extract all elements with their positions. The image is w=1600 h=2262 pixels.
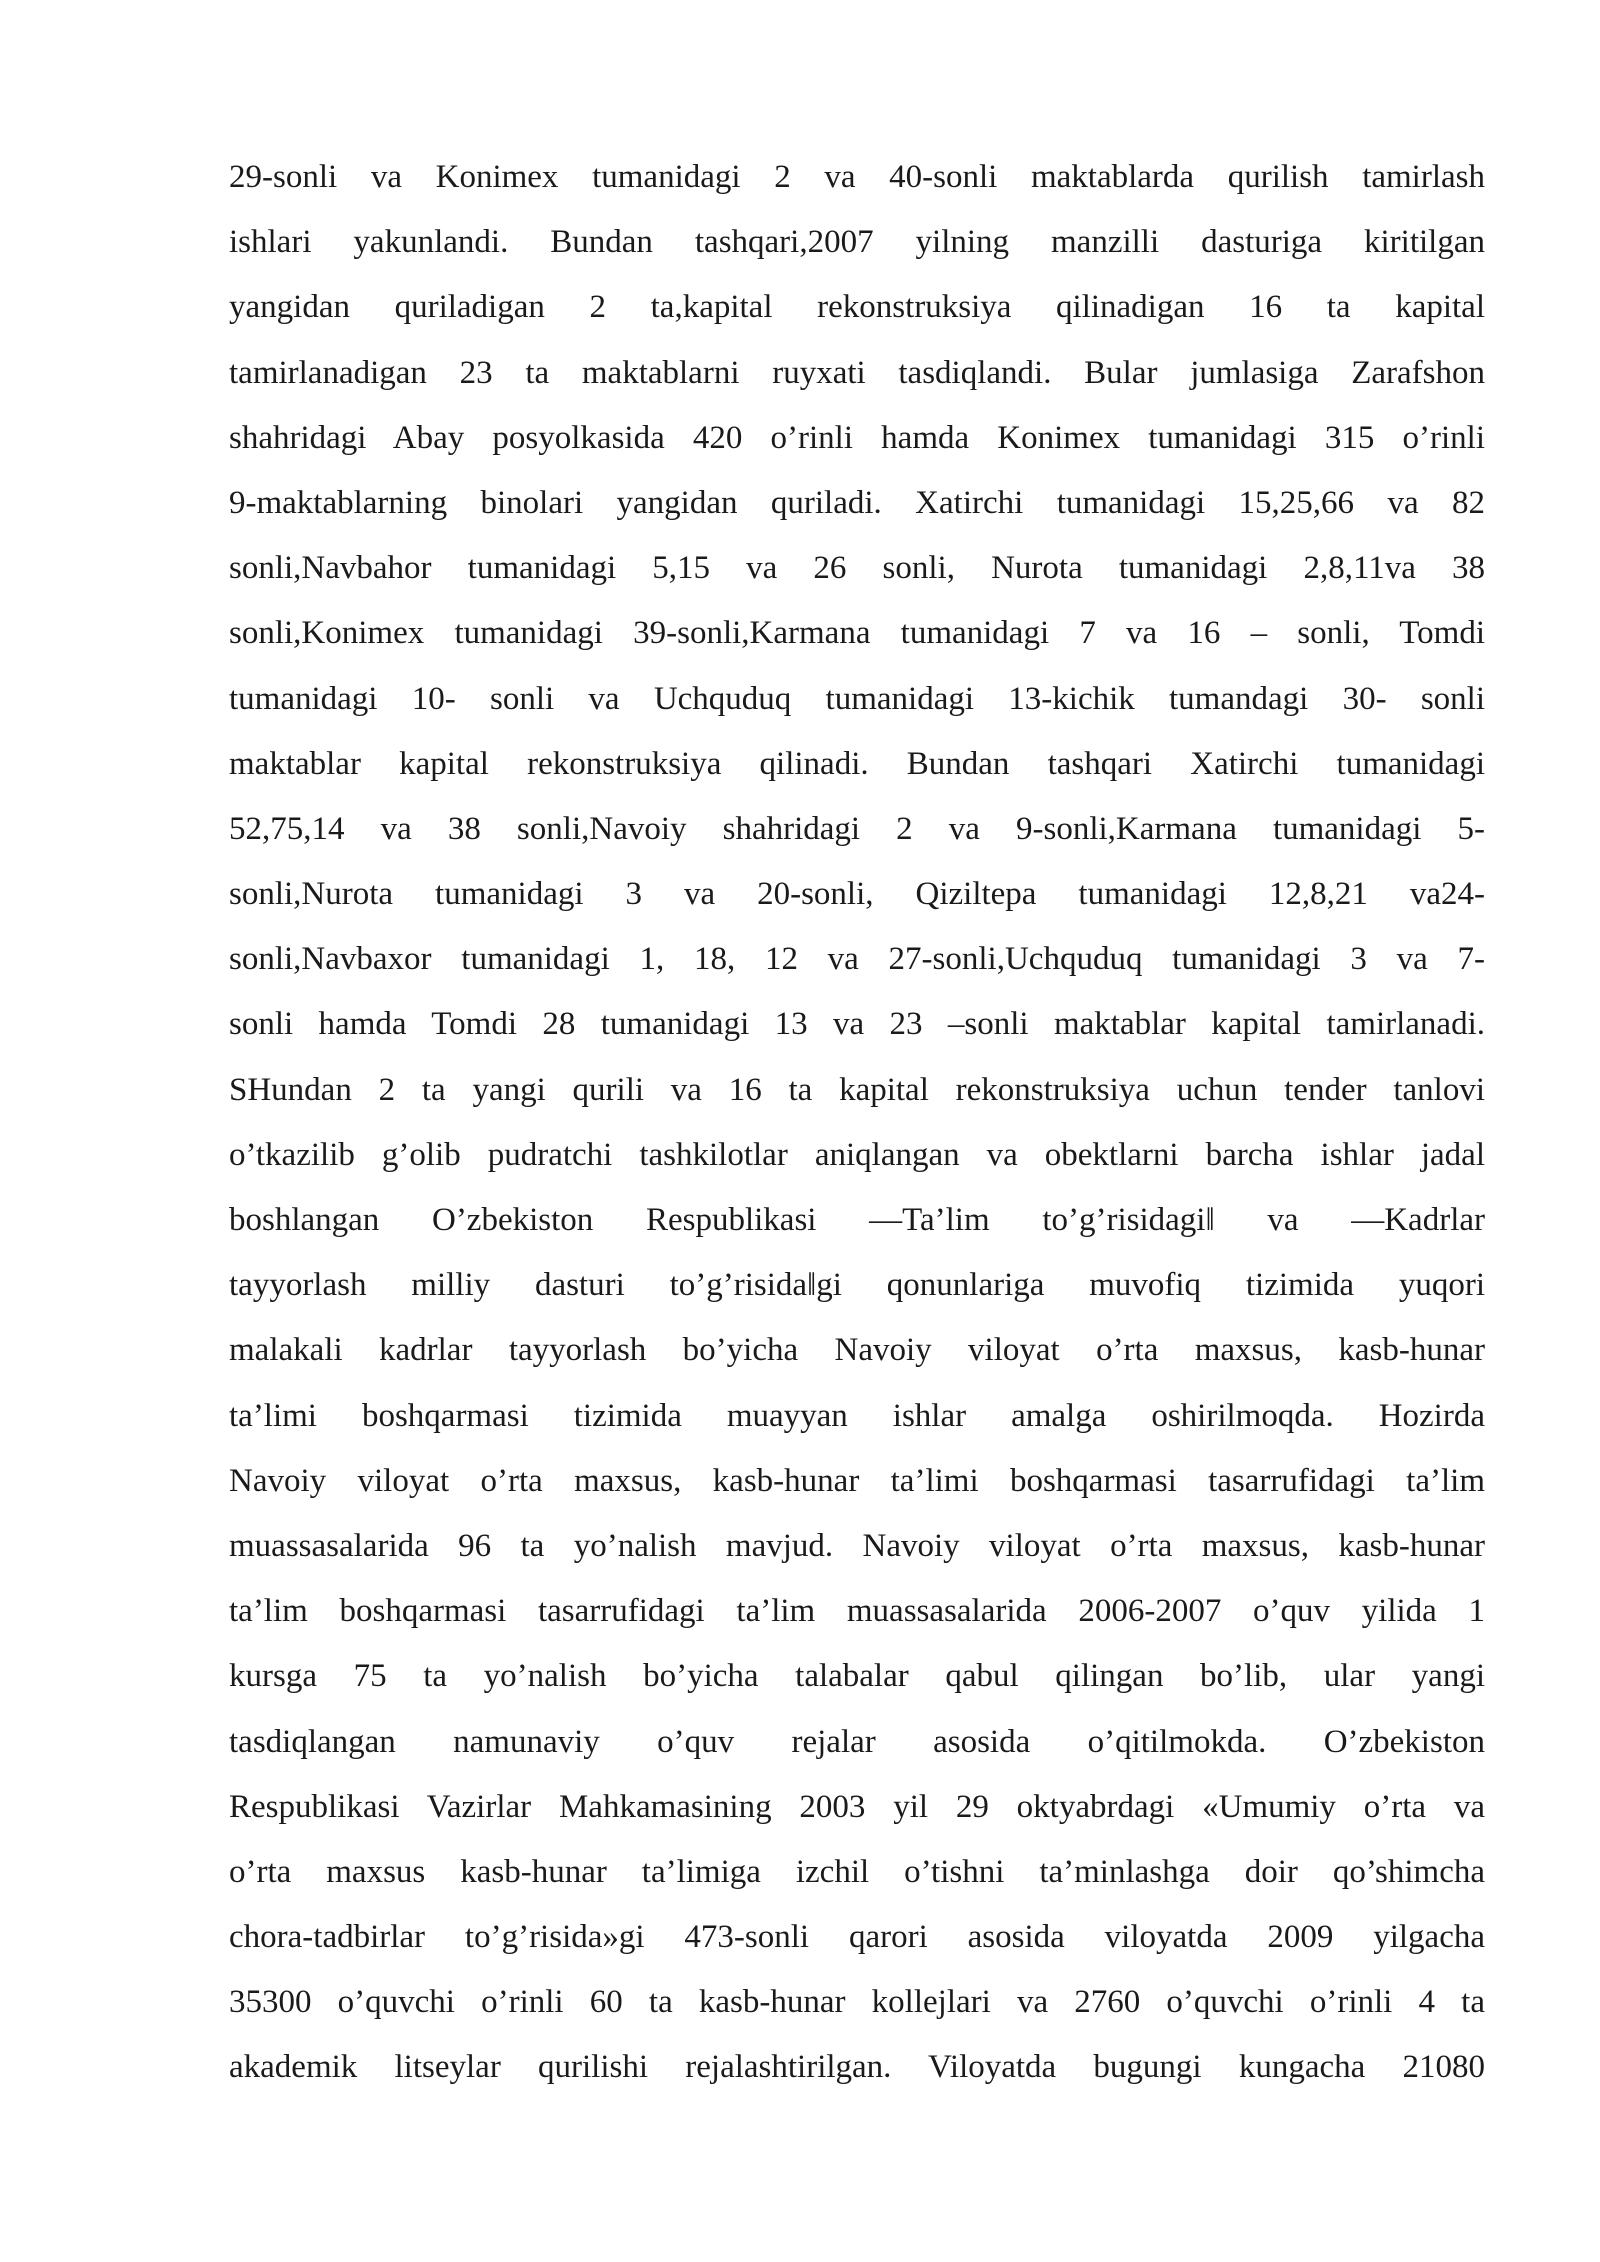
text-line: boshlangan O’zbekiston Respublikasi ―Ta’lim to’g’risidagi‖ va ―Kadrlar xyxy=(229,1202,1485,1238)
text-line: ta’lim boshqarmasi tasarrufidagi ta’lim muassasalarida 2006-2007 o’quv yilida 1 xyxy=(229,1593,1485,1630)
text-line: kursga 75 ta yo’nalish bo’yicha talabalar qabul qilingan bo’lib, ular yangi xyxy=(229,1658,1485,1695)
text-line: Navoiy viloyat o’rta maxsus, kasb-hunar ta’limi boshqarmasi tasarrufidagi ta’lim xyxy=(229,1462,1485,1499)
text-line: 35300 o’quvchi o’rinli 60 ta kasb-hunar kollejlari va 2760 o’quvchi o’rinli 4 ta xyxy=(229,1984,1485,2021)
text-line: malakali kadrlar tayyorlash bo’yicha Navoiy viloyat o’rta maxsus, kasb-hunar xyxy=(229,1332,1485,1369)
text-line: ishlari yakunlandi. Bundan tashqari,2007 yilning manzilli dasturiga kiritilgan xyxy=(229,224,1485,261)
text-line: sonli,Navbaxor tumanidagi 1, 18, 12 va 27-sonli,Uchquduq tumanidagi 3 va 7- xyxy=(229,941,1485,978)
text-line: o’tkazilib g’olib pudratchi tashkilotlar aniqlangan va obektlarni barcha ishlar jadal xyxy=(229,1136,1485,1173)
text-line: 9-maktablarning binolari yangidan quriladi. Xatirchi tumanidagi 15,25,66 va 82 xyxy=(229,484,1485,521)
text-line: ta’limi boshqarmasi tizimida muayyan ishlar amalga oshirilmoqda. Hozirda xyxy=(229,1397,1485,1434)
text-line: sonli,Navbahor tumanidagi 5,15 va 26 sonli, Nurota tumanidagi 2,8,11va 38 xyxy=(229,550,1485,587)
text-line: chora-tadbirlar to’g’risida»gi 473-sonli qarori asosida viloyatda 2009 yilgacha xyxy=(229,1919,1485,1956)
text-line: o’rta maxsus kasb-hunar ta’limiga izchil o’tishni ta’minlashga doir qo’shimcha xyxy=(229,1853,1485,1890)
text-line: sonli hamda Tomdi 28 tumanidagi 13 va 23 –sonli maktablar kapital tamirlanadi. xyxy=(229,1006,1485,1043)
text-line: akademik litseylar qurilishi rejalashtirilgan. Viloyatda bugungi kungacha 21080 xyxy=(229,2049,1485,2086)
text-line: muassasalarida 96 ta yo’nalish mavjud. Navoiy viloyat o’rta maxsus, kasb-hunar xyxy=(229,1527,1485,1564)
body-text xyxy=(229,150,1485,2106)
text-line: 52,75,14 va 38 sonli,Navoiy shahridagi 2 va 9-sonli,Karmana tumanidagi 5- xyxy=(229,810,1485,847)
text-line: Respublikasi Vazirlar Mahkamasining 2003 yil 29 oktyabrdagi «Umumiy o’rta va xyxy=(229,1788,1485,1825)
text-line: tasdiqlangan namunaviy o’quv rejalar asosida o’qitilmokda. O’zbekiston xyxy=(229,1723,1485,1760)
text-line: shahridagi Abay posyolkasida 420 o’rinli hamda Konimex tumanidagi 315 o’rinli xyxy=(229,419,1485,456)
text-line: tumanidagi 10- sonli va Uchquduq tumanidagi 13-kichik tumandagi 30- sonli xyxy=(229,680,1485,717)
text-line: SHundan 2 ta yangi qurili va 16 ta kapital rekonstruksiya uchun tender tanlovi xyxy=(229,1071,1485,1108)
text-line: tayyorlash milliy dasturi to’g’risida‖gi qonunlariga muvofiq tizimida yuqori xyxy=(229,1267,1485,1304)
text-line: tamirlanadigan 23 ta maktablarni ruyxati tasdiqlandi. Bular jumlasiga Zarafshon xyxy=(229,354,1485,391)
text-line: yangidan quriladigan 2 ta,kapital rekonstruksiya qilinadigan 16 ta kapital xyxy=(229,289,1485,326)
text-line: sonli,Nurota tumanidagi 3 va 20-sonli, Qiziltepa tumanidagi 12,8,21 va24- xyxy=(229,876,1485,913)
text-line: maktablar kapital rekonstruksiya qilinadi. Bundan tashqari Xatirchi tumanidagi xyxy=(229,745,1485,782)
text-line: sonli,Konimex tumanidagi 39-sonli,Karmana tumanidagi 7 va 16 – sonli, Tomdi xyxy=(229,615,1485,652)
text-line: 29-sonli va Konimex tumanidagi 2 va 40-sonli maktablarda qurilish tamirlash xyxy=(229,159,1485,195)
